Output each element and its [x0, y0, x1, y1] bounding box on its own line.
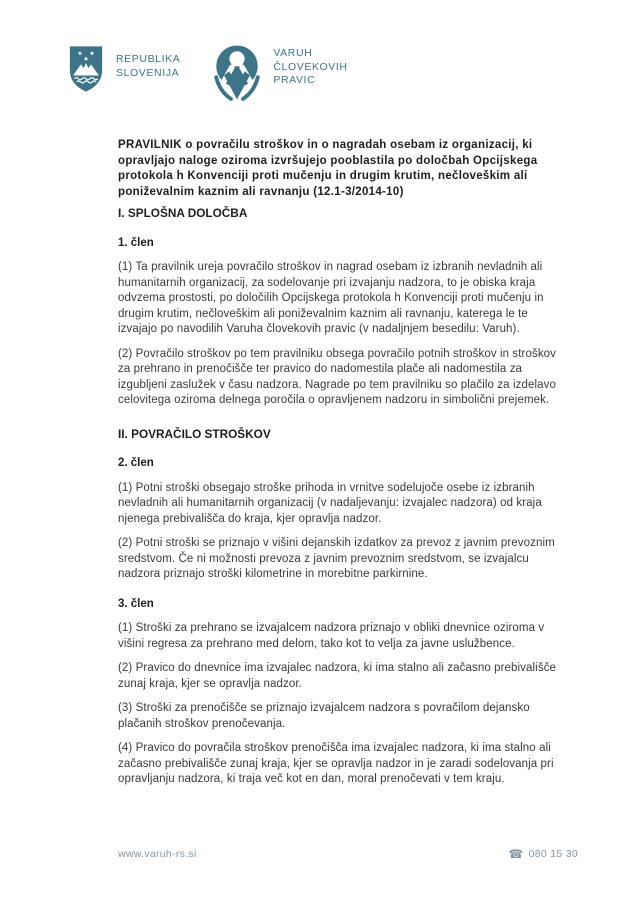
- article-paragraph: (2) Pravico do dnevnice ima izvajalec nadzora, ki ima stalno ali začasno prebivališče zunaj kraja, kjer se opravlja nadzor.: [118, 662, 557, 690]
- article-2: [118, 456, 570, 583]
- section-splosna-dolocba: [118, 206, 570, 409]
- section-heading: I. SPLOŠNA DOLOČBA: [118, 206, 248, 220]
- document-footer: [118, 848, 578, 860]
- article-paragraph: (4) Pravico do povračila stroškov prenočišča ima izvajalec nadzora, ki ima stalno ali začasno prebivališče zunaj kraja, kjer se opravlja nadzor in je zaradi sodelovanja pri opravljanju nadzora, ki traja več kot en dan, moral prenočevati v tem kraju.: [118, 742, 554, 785]
- phone-number-text: 080 15 30: [528, 848, 578, 860]
- article-paragraph: (2) Povračilo stroškov po tem pravilniku obsega povračilo potnih stroškov in stroškov za prehrano in prenočišče ter pravico do nadomestila plače ali nadomestila za izgubljeni zaslužek v času nadzora. Nagrade po tem pravilniku so plačilo za izdelavo celovitega oziroma delnega poročila o opravljenem nadzoru in simbolični prejemek.: [118, 347, 557, 406]
- section-povracilo-stroskov: [118, 427, 570, 788]
- article-paragraph: (2) Potni stroški se priznajo v višini dejanskih izdatkov za prevoz z javnim prevoznim sredstvom. Če ni možnosti prevoza z javnim prevoznim sredstvom, se izvajalcu nadzora priznajo stroški kilometrine in morebitne parkirnine.: [118, 537, 555, 580]
- slovenia-coat-of-arms-icon: [68, 45, 104, 93]
- website-link[interactable]: www.varuh-rs.si: [118, 848, 197, 860]
- varuh-logo-text: [273, 47, 347, 88]
- article-3: [118, 597, 570, 788]
- document-title: PRAVILNIK o povračilu stroškov in o nagradah osebam iz organizacij, ki opravljajo naloge oziroma izvršujejo pooblastila po določbah Opcijskega protokola h Konvenciji proti mučenju in drugim krutim, nečloveškim ali poniževalnim kaznim ali ravnanju (12.1-3/2014-10): [118, 139, 538, 198]
- section-heading: II. POVRAČILO STROŠKOV: [118, 426, 271, 441]
- article-heading: 2. člen: [118, 457, 154, 469]
- logo-text-line: VARUH: [273, 47, 313, 59]
- phone-number: [508, 848, 578, 860]
- article-heading: 3. člen: [118, 597, 154, 610]
- article-1: [118, 236, 570, 409]
- logo-text-line: REPUBLIKA: [116, 53, 181, 65]
- republika-slovenija-logo: [68, 45, 180, 93]
- article-paragraph: (1) Stroški za prehrano se izvajalcem nadzora priznajo v obliki dnevnice oziroma v višini regresa za prehrano med delom, tako kot to velja za javne uslužbence.: [118, 622, 545, 650]
- varuh-clovekovih-pravic-logo: [213, 45, 347, 104]
- article-heading: 1. člen: [118, 236, 154, 249]
- article-paragraph: (1) Ta pravilnik ureja povračilo stroškov in nagrad osebam iz izbranih nevladnih ali humanitarnih organizacij, za sodelovanje pri izvajanju nadzora, to je obiska kraja odvzema prostosti, po določilih Opcijskega protokola h Konvenciji proti mučenju in drugim krutim, nečloveškim ali poniževalnim kaznim ali ravnanju, katerega le te izvajajo po navodilih Varuha človekovih pravic (v nadaljnjem besedilu: Varuh).: [118, 261, 544, 335]
- logo-text-line: SLOVENIJA: [116, 66, 180, 79]
- phone-icon: ☎: [508, 847, 524, 861]
- document-header: [68, 45, 348, 104]
- article-paragraph: (3) Stroški za prenočišče se priznajo izvajalcem nadzora s povračilom dejansko plačanih stroškov prenočevanja.: [118, 702, 530, 730]
- logo-text-line: PRAVIC: [273, 74, 316, 86]
- article-paragraph: (1) Potni stroški obsegajo stroške prihoda in vrnitve sodelujoče osebe iz izbranih nevladnih ali humanitarnih organizacij (v nadaljevanju: izvajalec nadzora) od kraja njenega prebivališča do kraja, kjer opravlja nadzor.: [118, 481, 542, 525]
- document-body: [118, 138, 570, 797]
- varuh-logo-icon: [213, 45, 261, 104]
- logo-text-line: ČLOVEKOVIH: [273, 60, 348, 73]
- republika-slovenija-logo-text: [116, 53, 180, 80]
